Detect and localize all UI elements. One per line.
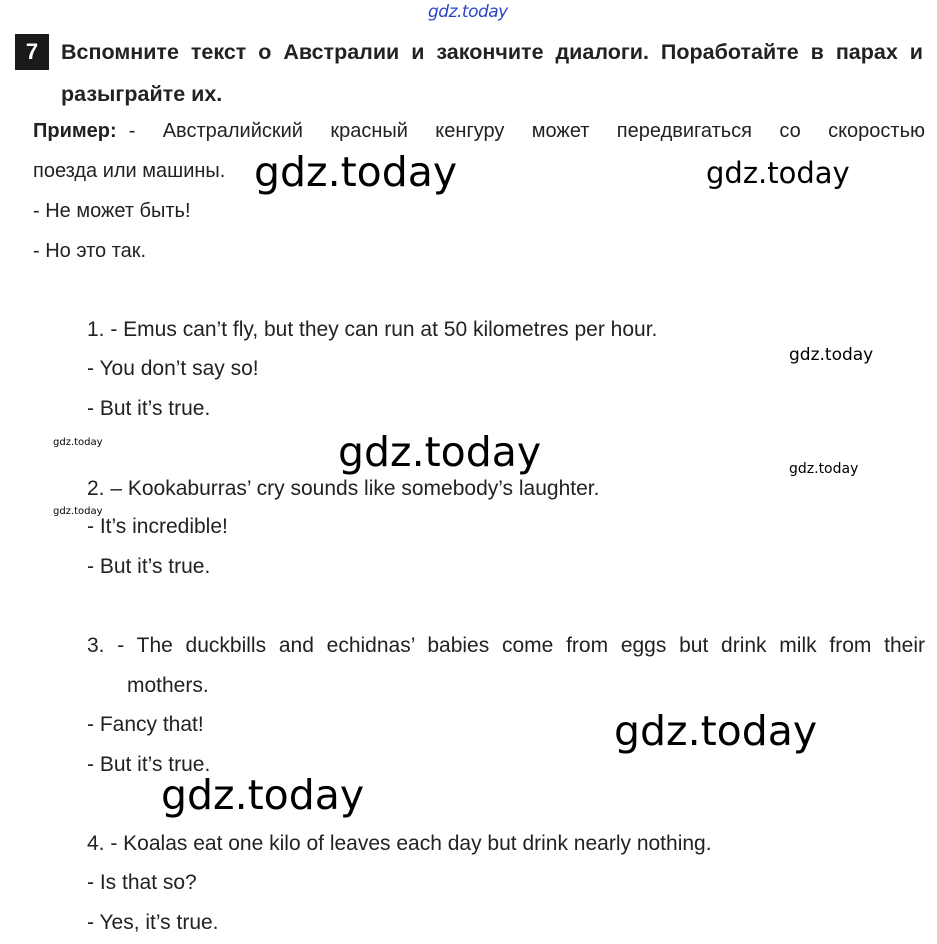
task-instruction-line-2: разыграйте их. [61, 82, 223, 106]
task-instruction-line-1 [61, 40, 923, 65]
dialog-1-line-2: - You don’t say so! [87, 357, 259, 380]
watermark-tiny: gdz.today [53, 506, 103, 517]
watermark-top: gdz.today [428, 2, 508, 22]
dialog-3-line-2: mothers. [127, 674, 209, 697]
dialog-4-line-1: 4. - Koalas eat one kilo of leaves each day but drink nearly nothing. [87, 832, 712, 855]
watermark-large: gdz.today [338, 428, 542, 476]
watermark-large: gdz.today [614, 707, 818, 755]
example-line-3: - Не может быть! [33, 200, 191, 222]
watermark-small: gdz.today [789, 345, 874, 365]
dialog-1-line-3: - But it’s true. [87, 397, 211, 420]
dialog-4-line-2: - Is that so? [87, 871, 197, 894]
watermark-tiny: gdz.today [53, 437, 103, 448]
dialog-1-line-1: 1. - Emus can’t fly, but they can run at 50 kilometres per hour. [87, 318, 658, 341]
watermark-small: gdz.today [789, 461, 859, 477]
dialog-3-line-1 [87, 634, 925, 658]
dialog-3-line-4: - But it’s true. [87, 753, 211, 776]
example-label: Пример: [33, 120, 117, 142]
dialog-4-line-3: - Yes, it’s true. [87, 911, 219, 934]
task-instruction-text: Вспомните текст о Австралии и закончите диалоги. Поработайте в парах и [61, 40, 923, 64]
watermark-medium: gdz.today [706, 156, 850, 190]
watermark-large: gdz.today [254, 148, 458, 196]
task-number-badge: 7 [15, 34, 49, 70]
example-line-2: поезда или машины. [33, 160, 226, 182]
dialog-2-line-2: - It’s incredible! [87, 515, 228, 538]
example-line-1 [33, 120, 925, 143]
watermark-large: gdz.today [161, 771, 365, 819]
example-text: - Австралийский красный кенгуру может передвигаться со скоростью [128, 120, 925, 142]
dialog-3-line-1-text: 3. - The duckbills and echidnas’ babies come from eggs but drink milk from their [87, 634, 925, 657]
example-line-4: - Но это так. [33, 240, 147, 262]
dialog-2-line-3: - But it’s true. [87, 555, 211, 578]
dialog-3-line-3: - Fancy that! [87, 713, 204, 736]
dialog-2-line-1: 2. – Kookaburras’ cry sounds like somebody’s laughter. [87, 477, 600, 500]
